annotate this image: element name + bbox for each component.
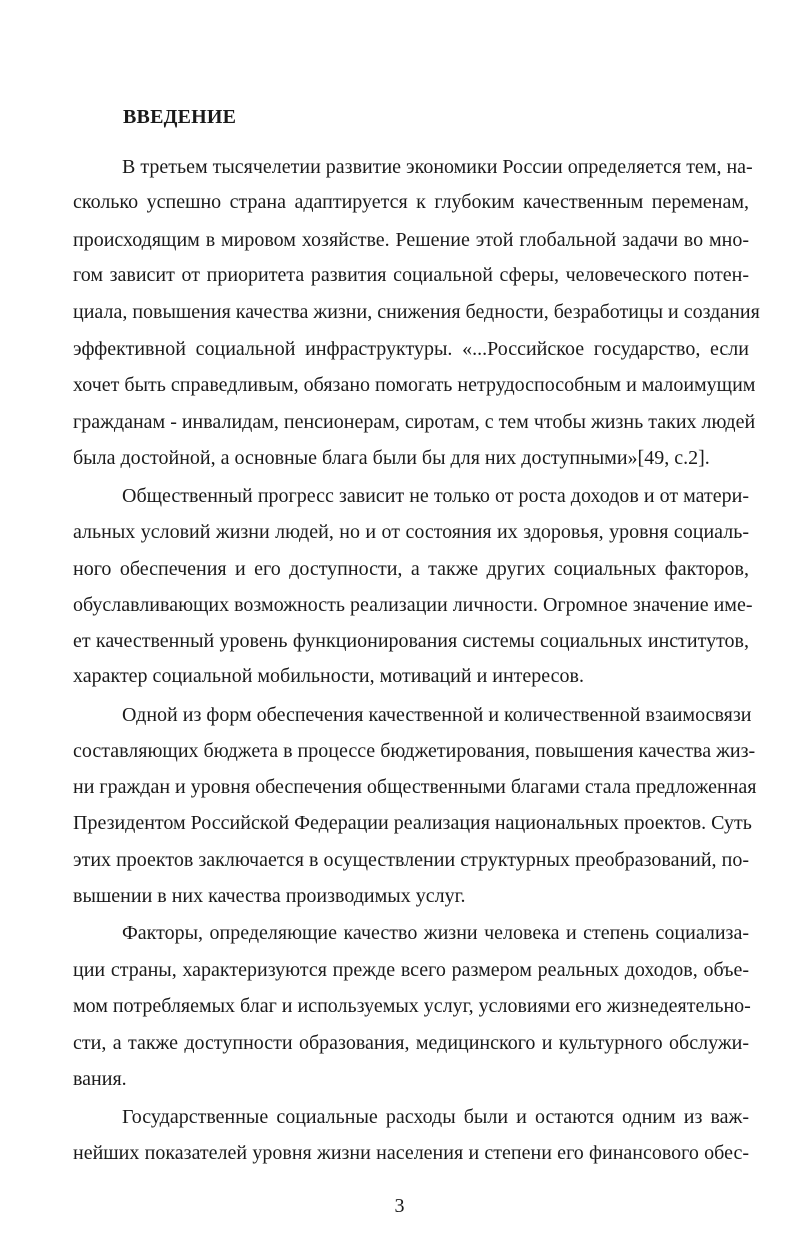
text-line: нейших показателей уровня жизни населения и степени его финансового обес- <box>73 1142 749 1164</box>
text-line: вания. <box>73 1068 127 1090</box>
text-line: гражданам - инвалидам, пенсионерам, сиротам, с тем чтобы жизнь таких людей <box>73 411 756 433</box>
text-line: вышении в них качества производимых услуг. <box>73 885 466 907</box>
text-line: Факторы, определяющие качество жизни человека и степень социализа- <box>122 922 749 944</box>
text-line: хочет быть справедливым, обязано помогать нетрудоспособным и малоимущим <box>73 374 756 396</box>
text-line: ного обеспечения и его доступности, а также других социальных факторов, <box>73 558 749 580</box>
text-line: составляющих бюджета в процессе бюджетирования, повышения качества жиз- <box>73 740 756 762</box>
section-heading: ВВЕДЕНИЕ <box>123 106 237 128</box>
text-line: мом потребляемых благ и используемых услуг, условиями его жизнедеятельно- <box>73 995 751 1017</box>
text-line: циала, повышения качества жизни, снижения бедности, безработицы и создания <box>73 301 760 323</box>
text-line: была достойной, а основные блага были бы для них доступными»[49, с.2]. <box>73 447 710 469</box>
text-line: гом зависит от приоритета развития социальной сферы, человеческого потен- <box>73 264 749 286</box>
text-line: обуславливающих возможность реализации личности. Огромное значение име- <box>73 594 753 616</box>
text-line: Президентом Российской Федерации реализация национальных проектов. Суть <box>73 812 752 834</box>
text-line: ет качественный уровень функционирования системы социальных институтов, <box>73 630 749 652</box>
text-line: эффективной социальной инфраструктуры. «...Российское государство, если <box>73 338 749 360</box>
page-number: 3 <box>394 1195 405 1217</box>
text-line: ции страны, характеризуются прежде всего размером реальных доходов, объе- <box>73 959 749 981</box>
text-line: ни граждан и уровня обеспечения общественными благами стала предложенная <box>73 776 757 798</box>
text-line: происходящим в мировом хозяйстве. Решение этой глобальной задачи во мно- <box>73 229 749 251</box>
text-line: характер социальной мобильности, мотиваций и интересов. <box>73 665 584 687</box>
text-line: сколько успешно страна адаптируется к глубоким качественным переменам, <box>73 191 749 213</box>
text-line: альных условий жизни людей, но и от состояния их здоровья, уровня социаль- <box>73 521 749 543</box>
text-line: сти, а также доступности образования, медицинского и культурного обслужи- <box>73 1032 749 1054</box>
text-line: Одной из форм обеспечения качественной и количественной взаимосвязи <box>122 704 752 726</box>
text-line: этих проектов заключается в осуществлении структурных преобразований, по- <box>73 849 749 871</box>
text-line: В третьем тысячелетии развитие экономики России определяется тем, на- <box>122 156 753 178</box>
text-line: Государственные социальные расходы были и остаются одним из важ- <box>122 1106 749 1128</box>
text-line: Общественный прогресс зависит не только от роста доходов и от матери- <box>122 485 749 507</box>
